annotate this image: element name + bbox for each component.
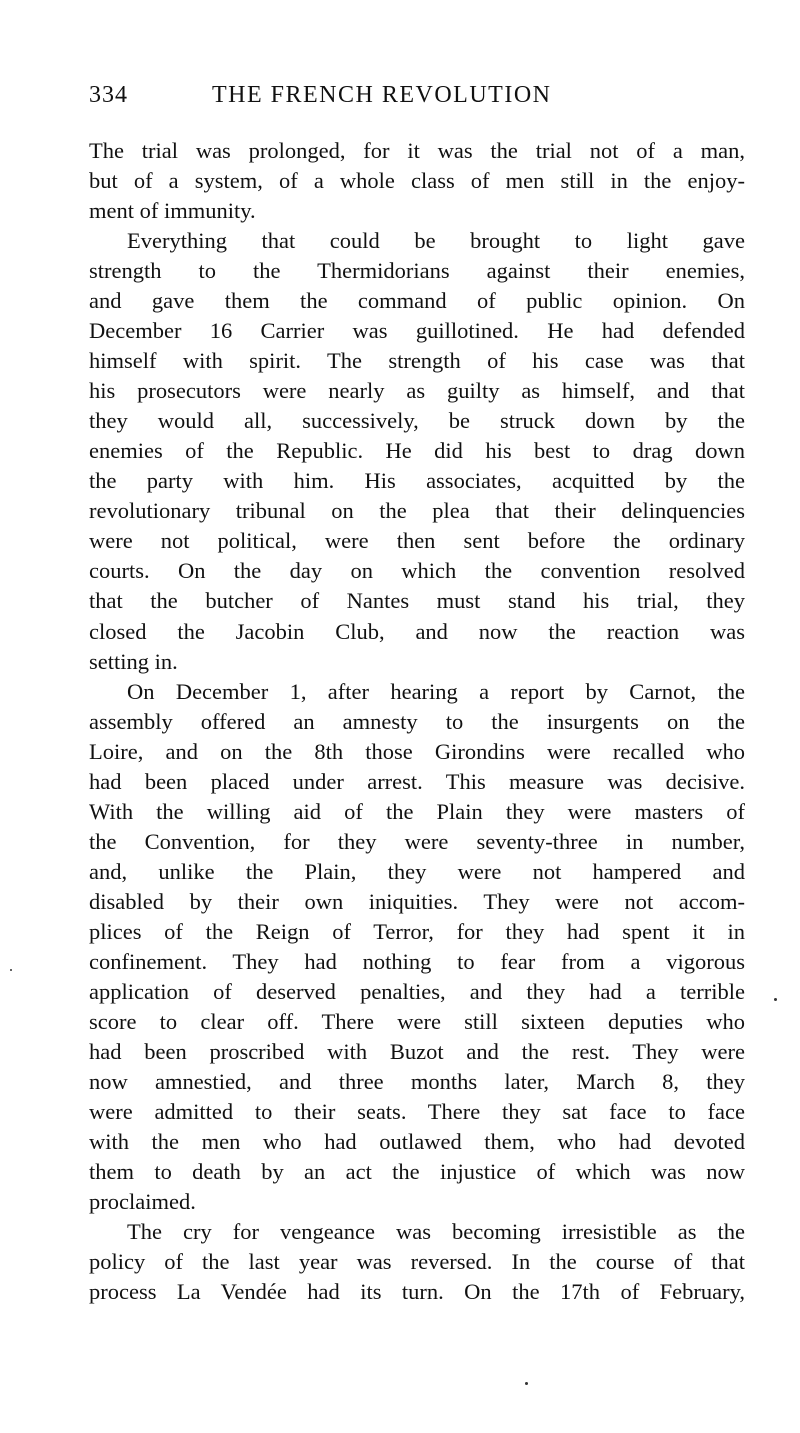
text-line: With the willing aid of the Plain they were masters of (89, 798, 745, 824)
text-line: were not political, were then sent before the ordinary (89, 528, 745, 554)
text-line: process La Vendée had its turn. On the 17th of February, (89, 1279, 745, 1305)
text-line: assembly offered an amnesty to the insurgents on the (89, 708, 745, 734)
text-line: application of deserved penalties, and they had a terrible (89, 978, 745, 1004)
text-line: himself with spirit. The strength of his case was that (89, 348, 745, 374)
text-line: courts. On the day on which the convention resolved (89, 558, 745, 584)
text-line: confinement. They had nothing to fear from a vigorous (89, 948, 745, 974)
text-line: disabled by their own iniquities. They were not accom- (89, 888, 745, 914)
text-line: now amnestied, and three months later, March 8, they (89, 1068, 745, 1094)
text-line: strength to the Thermidorians against their enemies, (89, 258, 745, 284)
scan-speck (774, 998, 777, 1001)
text-line: they would all, successively, be struck down by the (89, 408, 745, 434)
running-title: THE FRENCH REVOLUTION (212, 82, 552, 108)
text-line: his prosecutors were nearly as guilty as himself, and that (89, 378, 745, 404)
text-line: policy of the last year was reversed. In the course of that (89, 1249, 745, 1275)
text-line: proclaimed. (89, 1189, 196, 1215)
text-line: December 16 Carrier was guillotined. He had defended (89, 318, 745, 344)
text-line: the party with him. His associates, acquitted by the (89, 468, 745, 494)
text-line: were admitted to their seats. There they sat face to face (89, 1099, 745, 1124)
text-line: the Convention, for they were seventy-three in number, (89, 828, 745, 854)
text-line: had been placed under arrest. This measure was decisive. (89, 768, 745, 794)
text-line: and gave them the command of public opinion. On (89, 288, 745, 314)
text-line: Everything that could be brought to light gave (127, 228, 745, 254)
running-head (89, 82, 745, 116)
text-line: enemies of the Republic. He did his best to drag down (89, 438, 745, 464)
text-line: ment of immunity. (89, 198, 256, 224)
scan-speck (525, 1382, 528, 1385)
text-line: them to death by an act the injustice of which was now (89, 1159, 745, 1185)
scan-speck (10, 969, 12, 971)
text-line: that the butcher of Nantes must stand his trial, they (89, 588, 745, 614)
text-line: with the men who had outlawed them, who had devoted (89, 1129, 745, 1155)
text-line: had been proscribed with Buzot and the rest. They were (89, 1038, 745, 1064)
text-line: The trial was prolonged, for it was the trial not of a man, (89, 138, 745, 163)
text-line: but of a system, of a whole class of men still in the enjoy- (89, 168, 745, 194)
text-line: Loire, and on the 8th those Girondins were recalled who (89, 738, 745, 764)
body-text (89, 136, 745, 1307)
text-line: and, unlike the Plain, they were not hampered and (89, 858, 745, 884)
text-line: On December 1, after hearing a report by Carnot, the (127, 678, 745, 704)
text-line: closed the Jacobin Club, and now the reaction was (89, 618, 745, 644)
text-line: revolutionary tribunal on the plea that their delinquencies (89, 498, 745, 524)
text-line: The cry for vengeance was becoming irresistible as the (127, 1219, 745, 1245)
text-line: score to clear off. There were still sixteen deputies who (89, 1008, 745, 1034)
text-line: plices of the Reign of Terror, for they had spent it in (89, 918, 745, 944)
text-line: setting in. (89, 648, 178, 674)
page-number: 334 (89, 82, 128, 108)
